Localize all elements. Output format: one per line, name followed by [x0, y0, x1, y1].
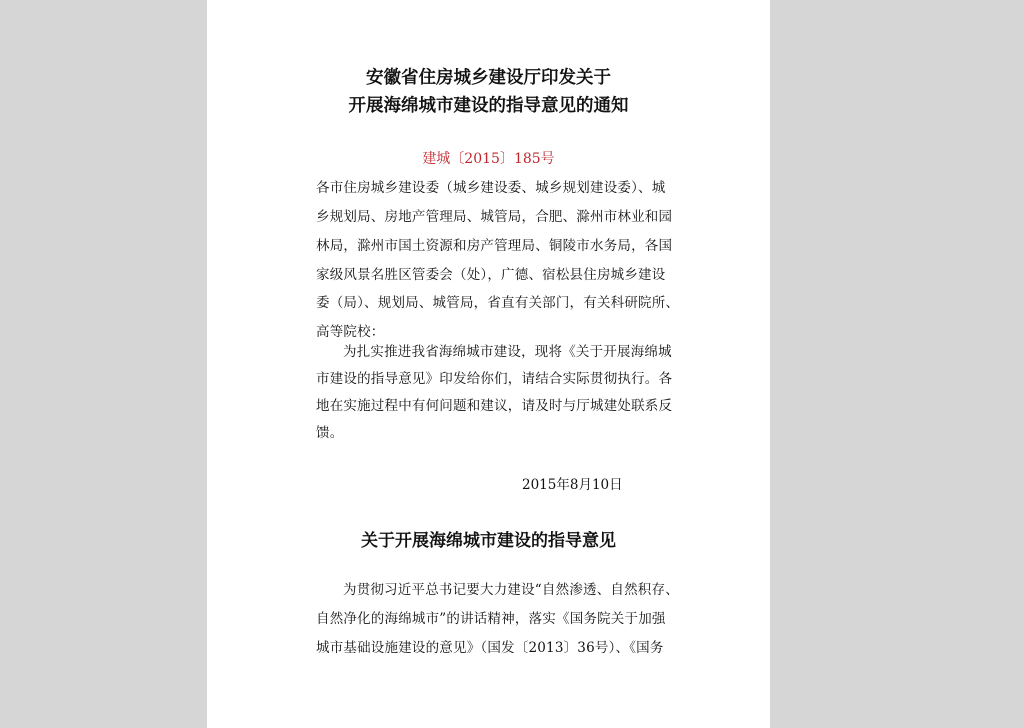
body-paragraph-line: 为扎实推进我省海绵城市建设，现将《关于开展海绵城 — [343, 344, 672, 360]
body-paragraph-line: 市建设的指导意见》印发给你们，请结合实际贯彻执行。各 — [316, 371, 673, 387]
document-title-line-2: 开展海绵城市建设的指导意见的通知 — [348, 96, 629, 116]
document-page — [207, 0, 770, 728]
addressee-line: 家级风景名胜区管委会（处），广德、宿松县住房城乡建设 — [316, 267, 666, 283]
body-paragraph-line: 地在实施过程中有何问题和建议，请及时与厅城建处联系反 — [316, 398, 673, 414]
opinion-paragraph-line: 自然净化的海绵城市”的讲话精神，落实《国务院关于加强 — [316, 611, 666, 627]
addressee-line: 高等院校： — [316, 324, 385, 340]
addressee-line: 乡规划局、房地产管理局、城管局，合肥、滁州市林业和园 — [316, 209, 673, 225]
addressee-line: 委（局）、规划局、城管局，省直有关部门，有关科研院所、 — [316, 295, 680, 311]
opinion-paragraph-line: 城市基础设施建设的意见》（国发〔2013〕36号）、《国务 — [316, 640, 664, 656]
document-title-line-1: 安徽省住房城乡建设厅印发关于 — [366, 68, 611, 88]
body-paragraph-line: 馈。 — [316, 425, 344, 441]
opinion-paragraph-line: 为贯彻习近平总书记要大力建设“自然渗透、自然积存、 — [343, 582, 679, 598]
addressee-line: 林局，滁州市国土资源和房产管理局、铜陵市水务局，各国 — [316, 238, 673, 254]
issue-date: 2015年8月10日 — [522, 477, 623, 493]
addressee-line: 各市住房城乡建设委（城乡建设委、城乡规划建设委）、城 — [316, 180, 666, 196]
attachment-title: 关于开展海绵城市建设的指导意见 — [361, 531, 616, 551]
document-number: 建城〔2015〕185号 — [422, 151, 555, 167]
